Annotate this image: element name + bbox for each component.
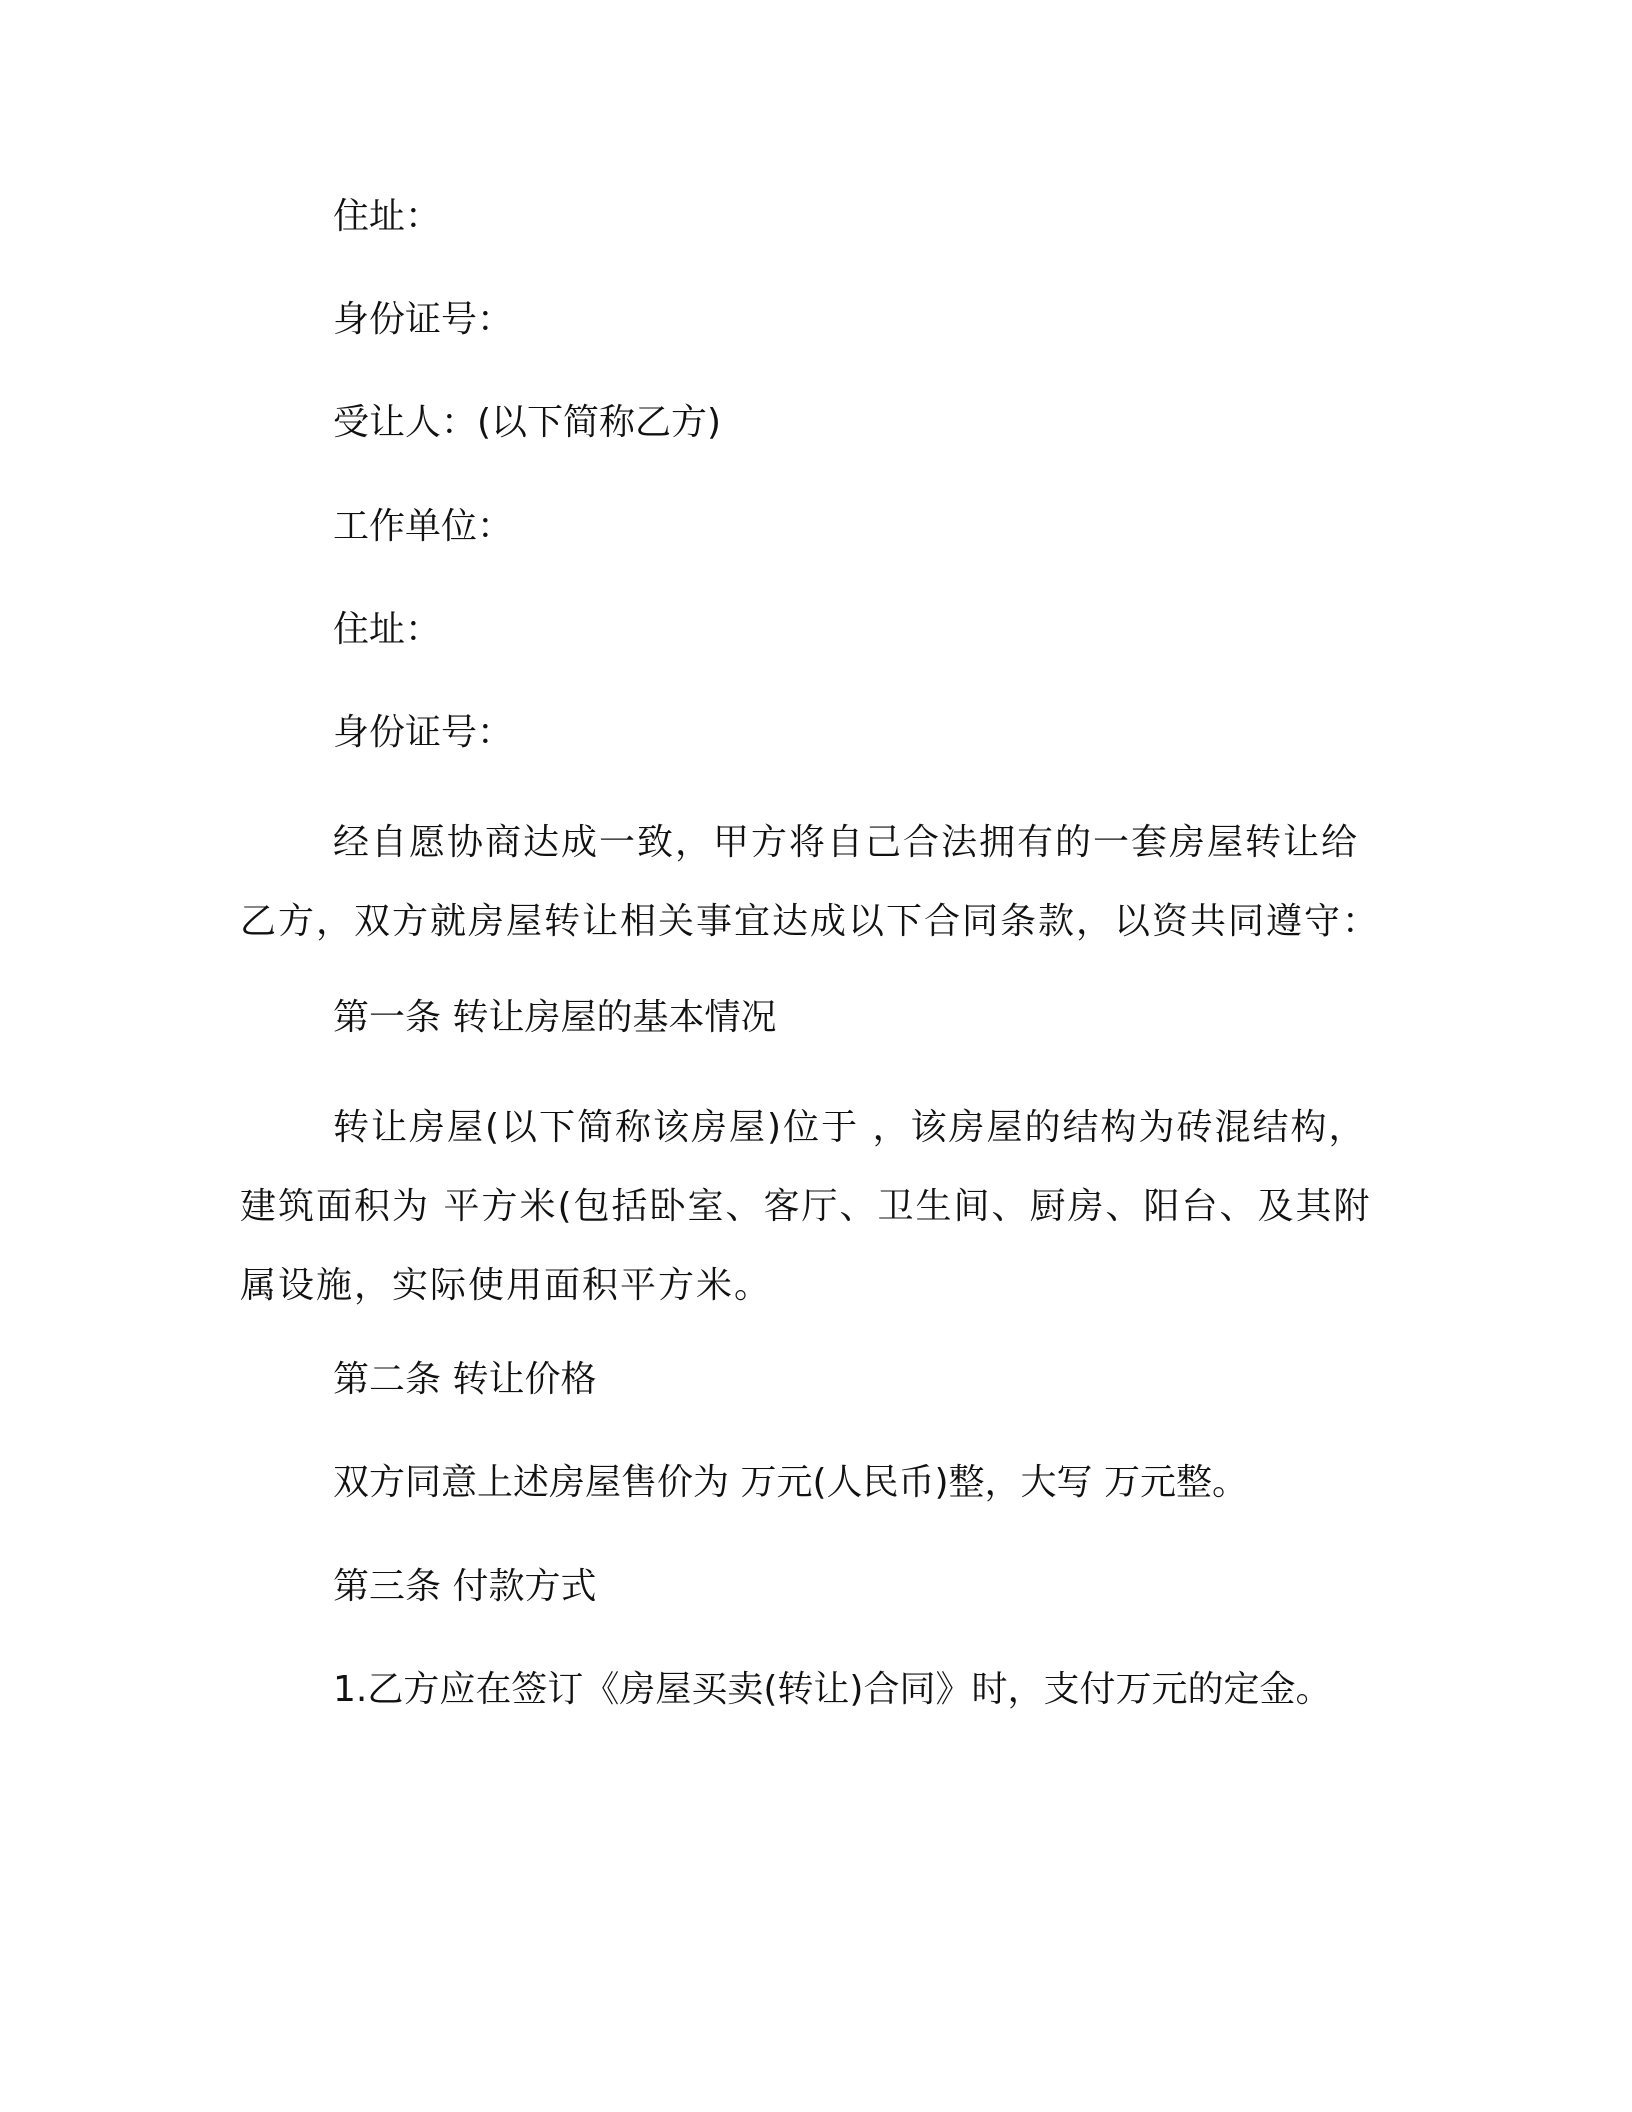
article-3-heading: 第三条 付款方式 <box>333 1566 597 1607</box>
article-1-heading: 第一条 转让房屋的基本情况 <box>333 997 777 1038</box>
article-2-heading: 第二条 转让价格 <box>333 1359 597 1400</box>
payment-clause-1: 1.乙方应在签订《房屋买卖(转让)合同》时，支付万元的定金。 <box>333 1669 1332 1710</box>
buyer-address-label: 住址： <box>333 609 442 650</box>
buyer-employer-label: 工作单位： <box>333 506 514 547</box>
buyer-id-number-label: 身份证号： <box>333 712 514 753</box>
buyer-label: 受让人：(以下简称乙方) <box>333 402 722 443</box>
price-clause: 双方同意上述房屋售价为 万元(人民币)整，大写 万元整。 <box>333 1462 1248 1503</box>
agreement-intro-paragraph: 经自愿协商达成一致，甲方将自己合法拥有的一套房屋转让给乙方，双方就房屋转让相关事宜达成以下合同条款，以资共同遵守： <box>240 822 1381 942</box>
seller-address-label: 住址： <box>333 196 442 237</box>
property-description-paragraph: 转让房屋(以下简称该房屋)位于 ，该房屋的结构为砖混结构，建筑面积为 平方米(包括卧室、客厅、卫生间、厨房、阳台、及其附属设施，实际使用面积平方米。 <box>240 1107 1372 1306</box>
seller-id-number-label: 身份证号： <box>333 299 514 340</box>
